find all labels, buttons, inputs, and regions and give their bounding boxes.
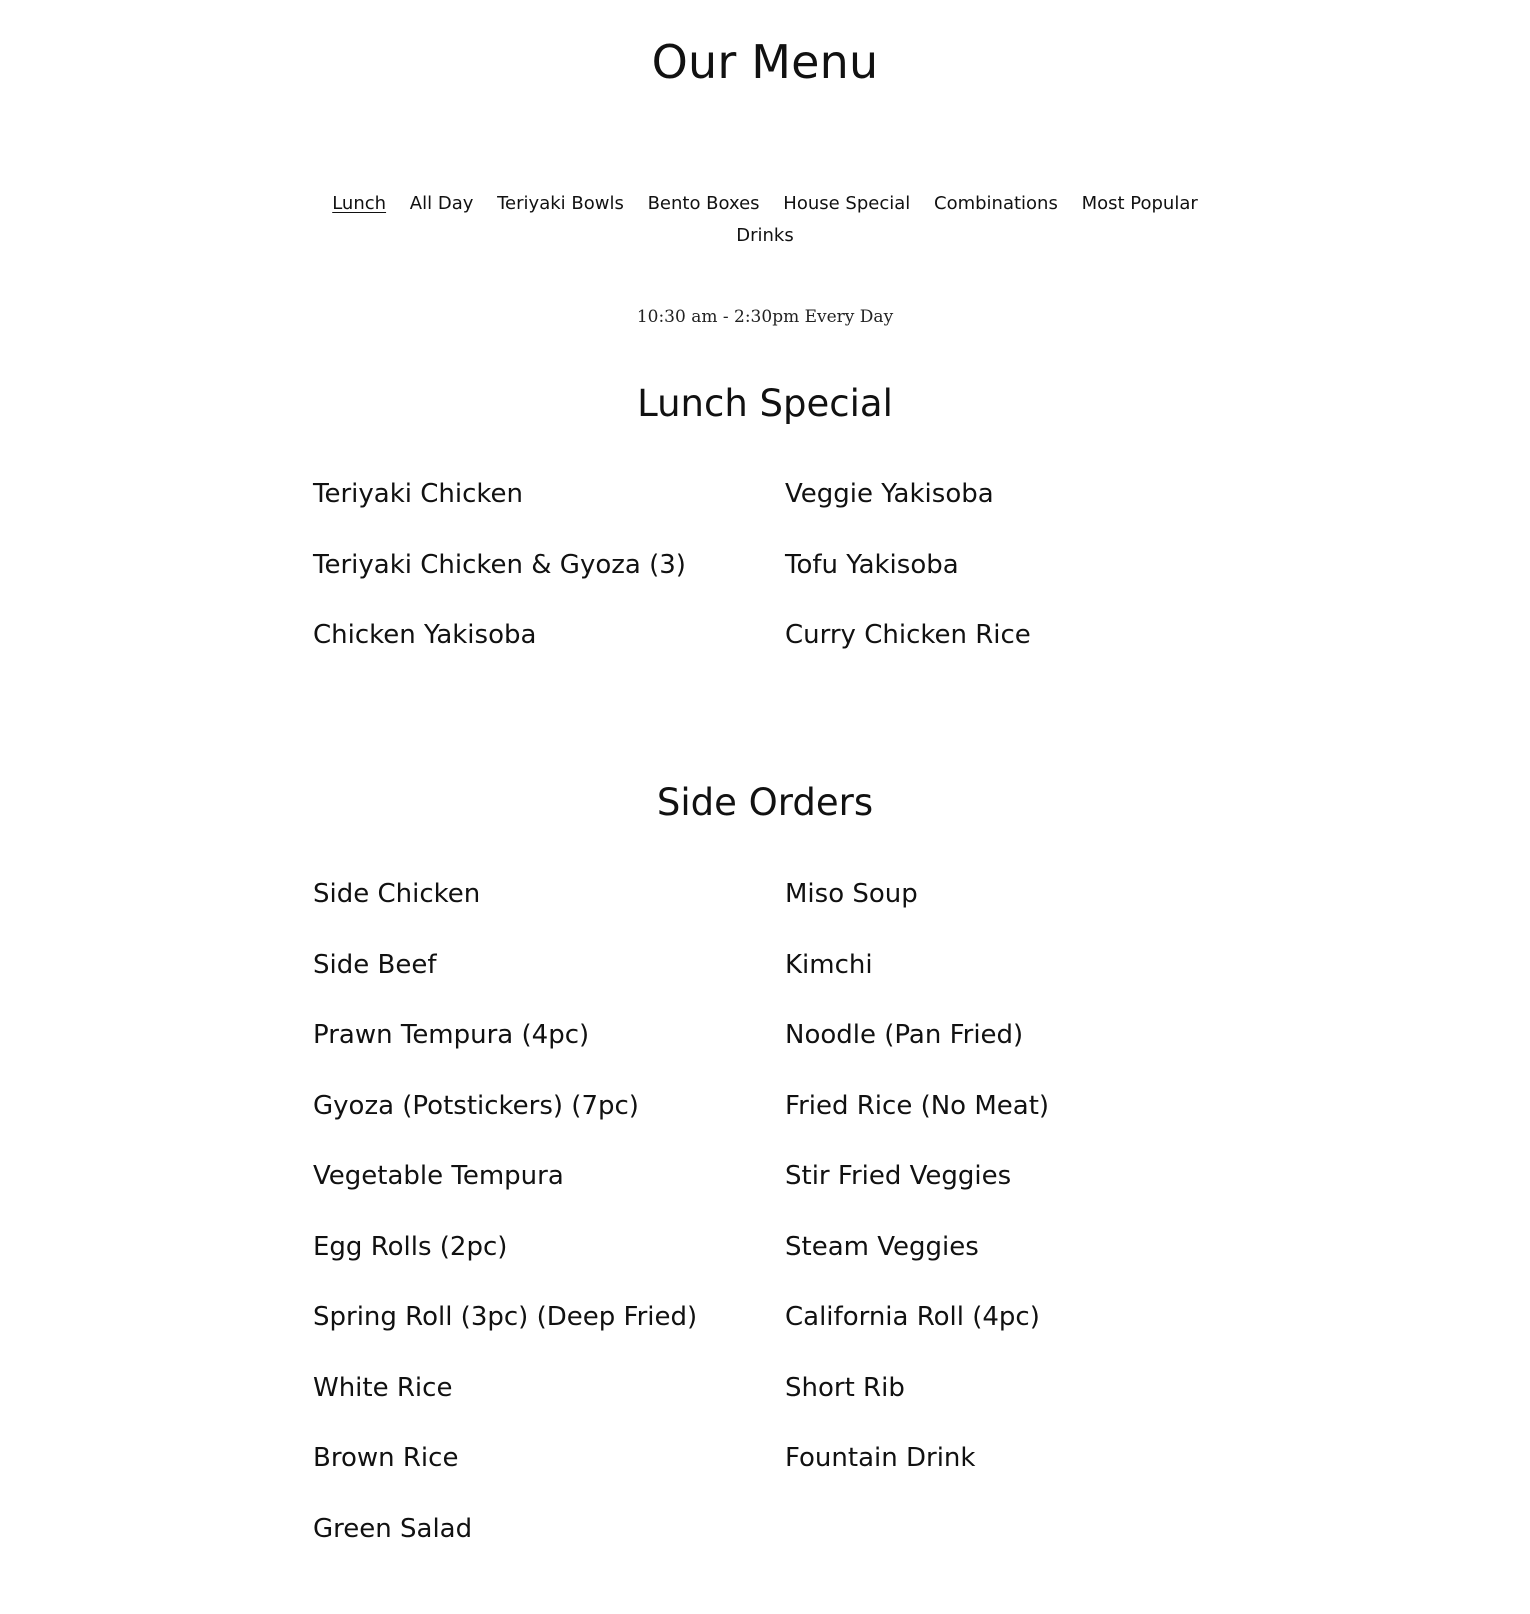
section-title-lunch-special: Lunch Special: [637, 382, 893, 425]
menu-item: Egg Rolls (2pc): [313, 1231, 508, 1262]
menu-item: Spring Roll (3pc) (Deep Fried): [313, 1302, 698, 1332]
lunch-special-items: [313, 476, 1253, 688]
tab-drinks[interactable]: Drinks: [736, 225, 794, 246]
lunch-hours-note: 10:30 am - 2:30pm Every Day: [636, 307, 894, 327]
menu-item: Teriyaki Chicken: [313, 479, 523, 509]
menu-item: Stir Fried Veggies: [785, 1161, 1012, 1191]
page-title: Our Menu: [651, 35, 879, 89]
menu-item: Tofu Yakisoba: [785, 549, 959, 580]
menu-item: Prawn Tempura (4pc): [313, 1020, 590, 1050]
menu-item: Miso Soup: [785, 879, 918, 909]
menu-item: Curry Chicken Rice: [785, 620, 1031, 650]
section-title-side-orders: Side Orders: [656, 781, 874, 824]
tab-teriyaki-bowls[interactable]: Teriyaki Bowls: [497, 193, 624, 214]
menu-item: Short Rib: [785, 1372, 905, 1403]
menu-item: California Roll (4pc): [785, 1302, 1040, 1332]
tab-most-popular[interactable]: Most Popular: [1081, 193, 1198, 214]
tab-all-day[interactable]: All Day: [409, 193, 474, 214]
menu-category-nav: [300, 188, 1230, 252]
menu-item: Kimchi: [785, 949, 873, 980]
tab-house-special[interactable]: House Special: [783, 193, 911, 214]
tab-bento-boxes[interactable]: Bento Boxes: [647, 193, 760, 214]
menu-item: Fountain Drink: [785, 1443, 976, 1473]
menu-item: Side Beef: [313, 949, 437, 980]
menu-item: Side Chicken: [313, 879, 481, 909]
menu-item: Noodle (Pan Fried): [785, 1020, 1024, 1050]
menu-item: Veggie Yakisoba: [785, 479, 994, 509]
menu-item: Chicken Yakisoba: [313, 620, 537, 650]
side-orders-items: [313, 876, 1253, 1581]
menu-item: Green Salad: [313, 1513, 473, 1544]
menu-item: Teriyaki Chicken & Gyoza (3): [313, 549, 686, 580]
menu-item: White Rice: [313, 1372, 453, 1403]
tab-lunch[interactable]: Lunch: [332, 193, 387, 214]
menu-item: Brown Rice: [313, 1443, 459, 1473]
menu-item: Fried Rice (No Meat): [785, 1090, 1050, 1121]
menu-item: Gyoza (Potstickers) (7pc): [313, 1090, 639, 1121]
tab-combinations[interactable]: Combinations: [934, 193, 1058, 214]
menu-item: Vegetable Tempura: [313, 1161, 564, 1191]
menu-item: Steam Veggies: [785, 1231, 979, 1262]
